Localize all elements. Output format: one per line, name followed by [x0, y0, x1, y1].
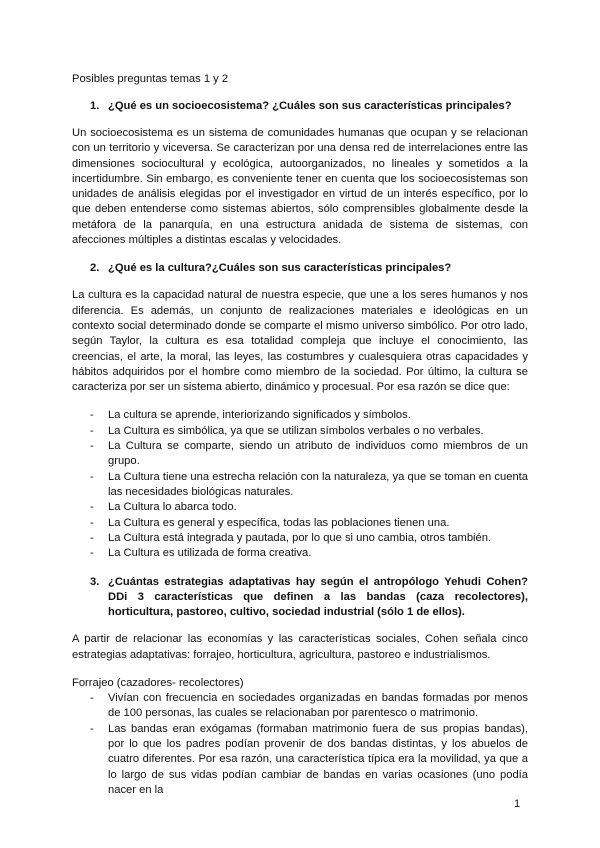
list-item	[72, 424, 528, 439]
page-number: 1	[514, 798, 521, 810]
dash-marker: -	[90, 470, 94, 483]
question-text: ¿Qué es la cultura?¿Cuáles son sus características principales?	[108, 262, 452, 275]
document-title: Posibles preguntas temas 1 y 2	[72, 73, 229, 85]
dash-marker: -	[90, 424, 94, 437]
dash-marker: -	[90, 501, 94, 514]
dash-marker: -	[90, 440, 94, 453]
list-item-text: Las bandas eran exógamas (formaban matrimonio fuera de sus propias bandas), por lo que los padres podían provenir de dos bandas distintas, y los abuelos de cuatro diferentes. Por esa razón, una característica típica era la movilidad, ya que a lo largo de sus vidas podían cambiar de bandas en varias ocasiones (uno podía nacer en la	[108, 722, 528, 796]
forrajeo-list	[72, 691, 528, 798]
question-number: 1.	[90, 100, 100, 112]
culture-characteristics-list	[72, 408, 528, 561]
list-item	[72, 500, 528, 515]
answer-2-paragraph: La cultura es la capacidad natural de nuestra especie, que une a los seres humanos y nos diferencia. Es además, un conjunto de realizaciones materiales e ideológicas en un contexto social determinado donde se comparte el mismo universo simbólico. Por otro lado, según Taylor, la cultura es esa totalidad compleja que incluye el conocimiento, las creencias, el arte, la moral, las leyes, las costumbres y cualesquiera otras capacidades y hábitos adquiridos por el hombre como miembro de la sociedad. Por último, la cultura se caracteriza por ser un sistema abierto, dinámico y procesual. Por esa razón se dice que:	[72, 289, 528, 394]
list-item-text: La Cultura lo abarca todo.	[108, 501, 237, 514]
list-item-text: La Cultura se comparte, siendo un atributo de individuos como miembros de un grupo.	[108, 440, 528, 468]
list-item-text: La Cultura es simbólica, ya que se utilizan símbolos verbales o no verbales.	[108, 424, 484, 437]
question-3	[72, 575, 528, 620]
dash-marker: -	[90, 722, 94, 735]
list-item-text: La Cultura tiene una estrecha relación con la naturaleza, ya que se toman en cuenta las necesidades biológicas naturales.	[108, 470, 528, 498]
dash-marker: -	[90, 516, 94, 529]
dash-marker: -	[90, 531, 94, 544]
answer-3-paragraph: A partir de relacionar las economías y las características sociales, Cohen señala cinco estrategias adaptativas: forrajeo, horticultura, agricultura, pastoreo e industrialismos.	[72, 633, 528, 661]
list-item	[72, 516, 528, 531]
dash-marker: -	[90, 547, 94, 560]
list-item-text: La Cultura está integrada y pautada, por lo que si uno cambia, otros también.	[108, 531, 492, 544]
list-item-text: La cultura se aprende, interiorizando significados y símbolos.	[108, 409, 411, 422]
list-item-text: Vivían con frecuencia en sociedades organizadas en bandas formadas por menos de 100 personas, las cuales se relacionaban por parentesco o matrimonio.	[108, 692, 528, 720]
list-item	[72, 408, 528, 423]
question-1	[72, 99, 528, 114]
question-text: ¿Cuántas estrategias adaptativas hay según el antropólogo Yehudi Cohen? DDi 3 características que definen a las bandas (caza recolectores), horticultura, pastoreo, cultivo, sociedad industrial (sólo 1 de ellos).	[108, 576, 528, 619]
list-item	[72, 691, 528, 722]
list-item	[72, 546, 528, 561]
question-number: 2.	[90, 262, 100, 275]
forrajeo-subheading: Forrajeo (cazadores- recolectores)	[72, 677, 244, 690]
question-number: 3.	[90, 576, 100, 589]
answer-1-paragraph: Un socioecosistema es un sistema de comunidades humanas que ocupan y se relacionan con un territorio y viceversa. Se caracterizan por una densa red de interrelaciones entre las dimensiones sociocultural y ecológica, autoorganizados, no lineales y sometidos a la incertidumbre. Sin embargo, es conveniente tener en cuenta que los socioecosistemas son unidades de análisis elegidas por el investigador en virtud de un interés específico, por lo que deben entenderse como sistemas abiertos, sólo comprensibles globalmente desde la metáfora de la panarquía, en una estructura anidada de sistema de sistemas, con afecciones múltiples a distintas escalas y velocidades.	[72, 127, 528, 247]
list-item	[72, 722, 528, 798]
page-content	[72, 72, 528, 812]
list-item	[72, 531, 528, 546]
list-item-text: La Cultura es utilizada de forma creativa.	[108, 547, 312, 560]
question-2	[72, 261, 528, 276]
list-item	[72, 439, 528, 470]
dash-marker: -	[90, 692, 94, 705]
question-text: ¿Qué es un socioecosistema? ¿Cuáles son sus características principales?	[108, 100, 512, 112]
list-item	[72, 470, 528, 501]
list-item-text: La Cultura es general y específica, todas las poblaciones tienen una.	[108, 516, 450, 529]
dash-marker: -	[90, 409, 94, 422]
